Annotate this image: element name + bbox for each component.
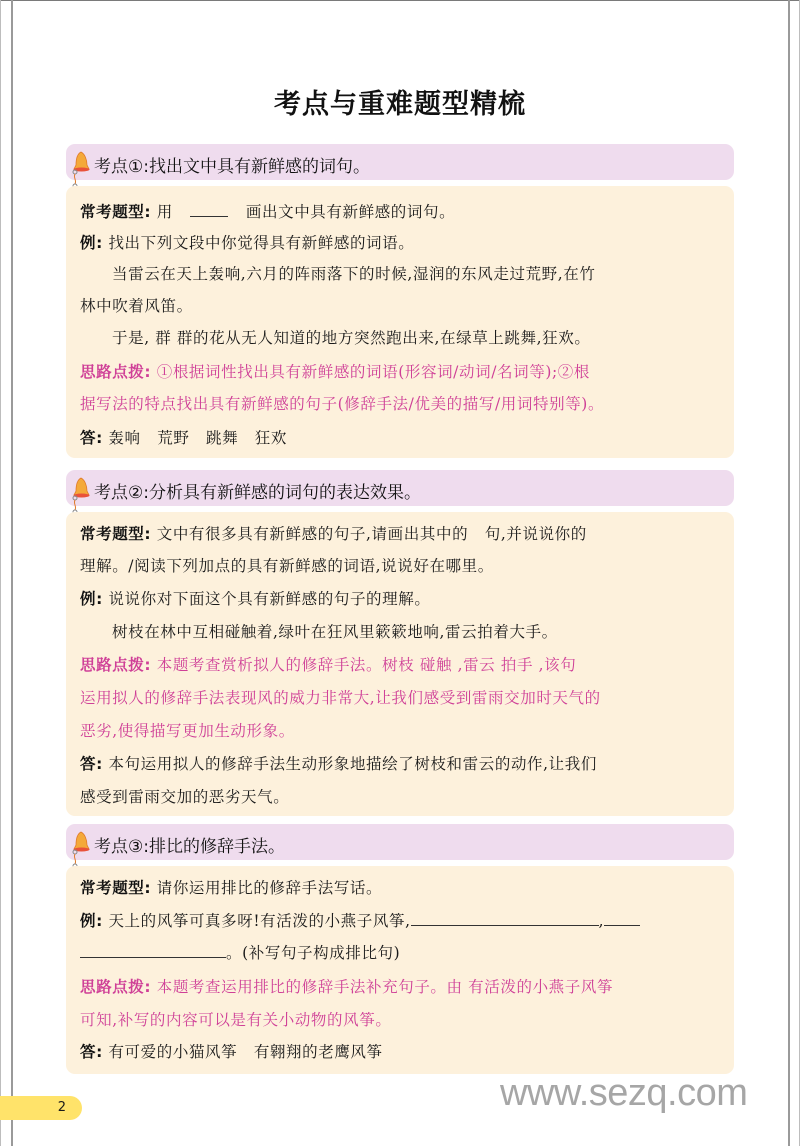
page-border-left <box>11 0 13 1146</box>
answer-text: 感受到雷雨交加的恶劣天气。 <box>80 788 290 806</box>
example-label: 例: <box>80 912 103 930</box>
type-label: 常考题型: <box>80 525 152 543</box>
example-label: 例: <box>80 590 103 608</box>
hint-label: 思路点拨: <box>80 978 152 996</box>
answer <box>80 1042 722 1062</box>
passage-line: 树枝在林中互相碰触着,绿叶在狂风里簌簌地响,雷云拍着大手。 <box>112 623 558 641</box>
section-3-header <box>66 824 734 860</box>
hint-text: 本题考查赏析拟人的修辞手法。树枝 碰触 ,雷云 拍手 ,该句 <box>156 656 577 674</box>
hint-line: 可知,补写的内容可以是有关小动物的风筝。 <box>80 1011 392 1029</box>
type-text: 画出文中具有新鲜感的词句。 <box>245 203 456 221</box>
answer-label: 答: <box>80 1043 103 1061</box>
example-text: , <box>598 912 605 930</box>
example-label: 例: <box>80 234 103 252</box>
page-border-left-outer <box>0 0 1 1146</box>
hint-line: 运用拟人的修辞手法表现风的威力非常大,让我们感受到雷雨交加时天气的 <box>80 689 601 707</box>
page-border-right <box>788 0 790 1146</box>
type-text: 文中有很多具有新鲜感的句子,请画出其中的 句,并说说你的 <box>156 525 587 543</box>
section-3-body <box>66 866 734 1074</box>
page-number-tab <box>0 1096 82 1120</box>
hint-text: ①根据词性找出具有新鲜感的词语(形容词/动词/名词等);②根 <box>156 363 590 381</box>
section-2-header <box>66 470 734 506</box>
hint-label: 思路点拨: <box>80 656 152 674</box>
answer <box>80 428 722 448</box>
common-question-type <box>80 524 722 544</box>
type-label: 常考题型: <box>80 203 152 221</box>
example <box>80 233 722 253</box>
answer-text: 本句运用拟人的修辞手法生动形象地描绘了树枝和雷云的动作,让我们 <box>108 755 597 773</box>
common-question-type <box>80 202 722 222</box>
type-label: 常考题型: <box>80 879 152 897</box>
watermark: www.sezq.com <box>500 1072 748 1114</box>
example-text: 说说你对下面这个具有新鲜感的句子的理解。 <box>108 590 431 608</box>
example-continued <box>80 943 722 963</box>
answer-blank[interactable] <box>80 943 226 958</box>
hint-label: 思路点拨: <box>80 363 152 381</box>
example-text: 。(补写句子构成排比句) <box>226 944 401 962</box>
common-question-type <box>80 878 722 898</box>
type-text: 请你运用排比的修辞手法写话。 <box>156 879 383 897</box>
answer-blank[interactable] <box>604 911 640 926</box>
passage-line: 当雷云在天上轰响,六月的阵雨落下的时候,湿润的东风走过荒野,在竹 <box>112 265 596 283</box>
answer-blank <box>190 202 228 217</box>
section-1-body <box>66 186 734 458</box>
bell-icon <box>72 476 92 516</box>
answer-blank[interactable] <box>411 911 599 926</box>
type-text: 理解。/阅读下列加点的具有新鲜感的词语,说说好在哪里。 <box>80 557 494 575</box>
page-border-top <box>0 0 800 1</box>
hint-line: 据写法的特点找出具有新鲜感的句子(修辞手法/优美的描写/用词特别等)。 <box>80 395 605 413</box>
section-3-title: 考点③:排比的修辞手法。 <box>94 837 285 857</box>
example-text: 天上的风筝可真多呀!有活泼的小燕子风筝, <box>108 912 411 930</box>
answer-text: 有可爱的小猫风筝 有翱翔的老鹰风筝 <box>108 1043 383 1061</box>
example <box>80 589 722 609</box>
hint-line <box>80 362 722 382</box>
section-2-title: 考点②:分析具有新鲜感的词句的表达效果。 <box>94 483 421 503</box>
bell-icon <box>72 830 92 870</box>
page-title: 考点与重难题型精梳 <box>274 89 526 120</box>
hint-line: 恶劣,使得描写更加生动形象。 <box>80 722 295 740</box>
passage-line: 于是, 群 群的花从无人知道的地方突然跑出来,在绿草上跳舞,狂欢。 <box>112 329 591 347</box>
answer-label: 答: <box>80 755 103 773</box>
bell-icon <box>72 150 92 190</box>
section-1-title: 考点①:找出文中具有新鲜感的词句。 <box>94 157 370 177</box>
page-number: 2 <box>57 1100 66 1115</box>
hint-text: 本题考查运用排比的修辞手法补充句子。由 有活泼的小燕子风筝 <box>156 978 614 996</box>
hint-line <box>80 977 722 997</box>
passage-line: 林中吹着风笛。 <box>80 297 193 315</box>
type-text: 用 <box>156 203 173 221</box>
answer-label: 答: <box>80 429 103 447</box>
hint-line <box>80 655 722 675</box>
section-2-body <box>66 512 734 816</box>
example-text: 找出下列文段中你觉得具有新鲜感的词语。 <box>108 234 415 252</box>
answer <box>80 754 722 774</box>
example <box>80 911 722 931</box>
answer-text: 轰响 荒野 跳舞 狂欢 <box>108 429 287 447</box>
section-1-header <box>66 144 734 180</box>
